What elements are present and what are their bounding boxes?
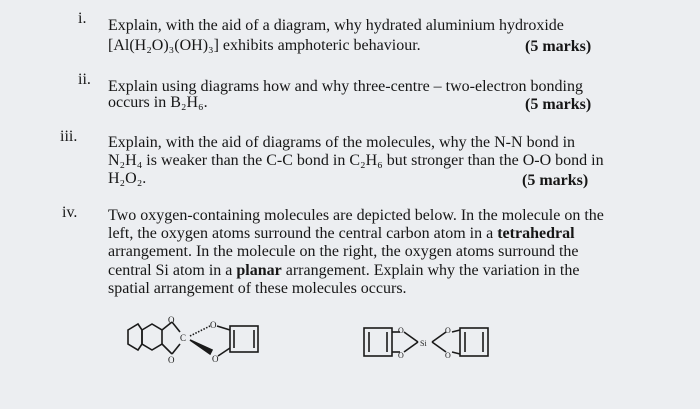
tetrahedral-bold: tetrahedral [497,225,575,242]
question-iii-line1: Explain, with the aid of diagrams of the molecules, why the N-N bond in [108,134,576,151]
left-center-c: C [180,333,187,343]
question-number-iv: iv. [62,204,78,221]
left-atom-o3: O [210,320,217,330]
planar-bold: planar [236,262,282,279]
question-iv-line5: spatial arrangement of these molecules occurs. [108,280,407,297]
question-ii-marks: (5 marks) [525,96,592,113]
question-iv-line1: Two oxygen-containing molecules are depicted below. In the molecule on the [108,207,604,224]
question-number-i: i. [78,10,87,27]
question-ii-line2: occurs in B₂H₆. [108,94,208,111]
right-atom-o1: O [398,326,404,335]
question-i-line1: Explain, with the aid of a diagram, why hydrated aluminium hydroxide [108,17,564,34]
question-iii-marks: (5 marks) [522,172,589,189]
question-number-ii: ii. [78,71,91,88]
question-iv-line4: central Si atom in a planar arrangement. Explain why the variation in the [108,262,580,279]
question-iii-line2: N₂H₄ is weaker than the C-C bond in C₂H₆ but stronger than the O-O bond in [108,152,604,169]
right-atom-o2: O [398,351,404,360]
tetrahedral-carbon-molecule-diagram [120,310,275,375]
right-center-si: Si [420,339,427,348]
question-ii-line1: Explain using diagrams how and why three-centre – two-electron bonding [108,78,583,95]
left-atom-o2: O [168,355,175,365]
left-atom-o1: O [168,315,175,325]
question-iii-line3: H₂O₂. [108,170,147,187]
question-number-iii: iii. [60,128,78,145]
question-iv-line2: left, the oxygen atoms surround the central carbon atom in a tetrahedral [108,225,575,242]
question-i-formula: [Al(H₂O)₃(OH)₃] exhibits amphoteric behaviour. [108,37,421,54]
planar-silicon-molecule-diagram [360,318,500,370]
question-i-marks: (5 marks) [525,38,592,55]
question-iv-line3: arrangement. In the molecule on the right, the oxygen atoms surround the [108,243,579,260]
right-atom-o4: O [445,351,451,360]
right-atom-o3: O [445,326,451,335]
left-atom-o4: O [212,354,219,364]
